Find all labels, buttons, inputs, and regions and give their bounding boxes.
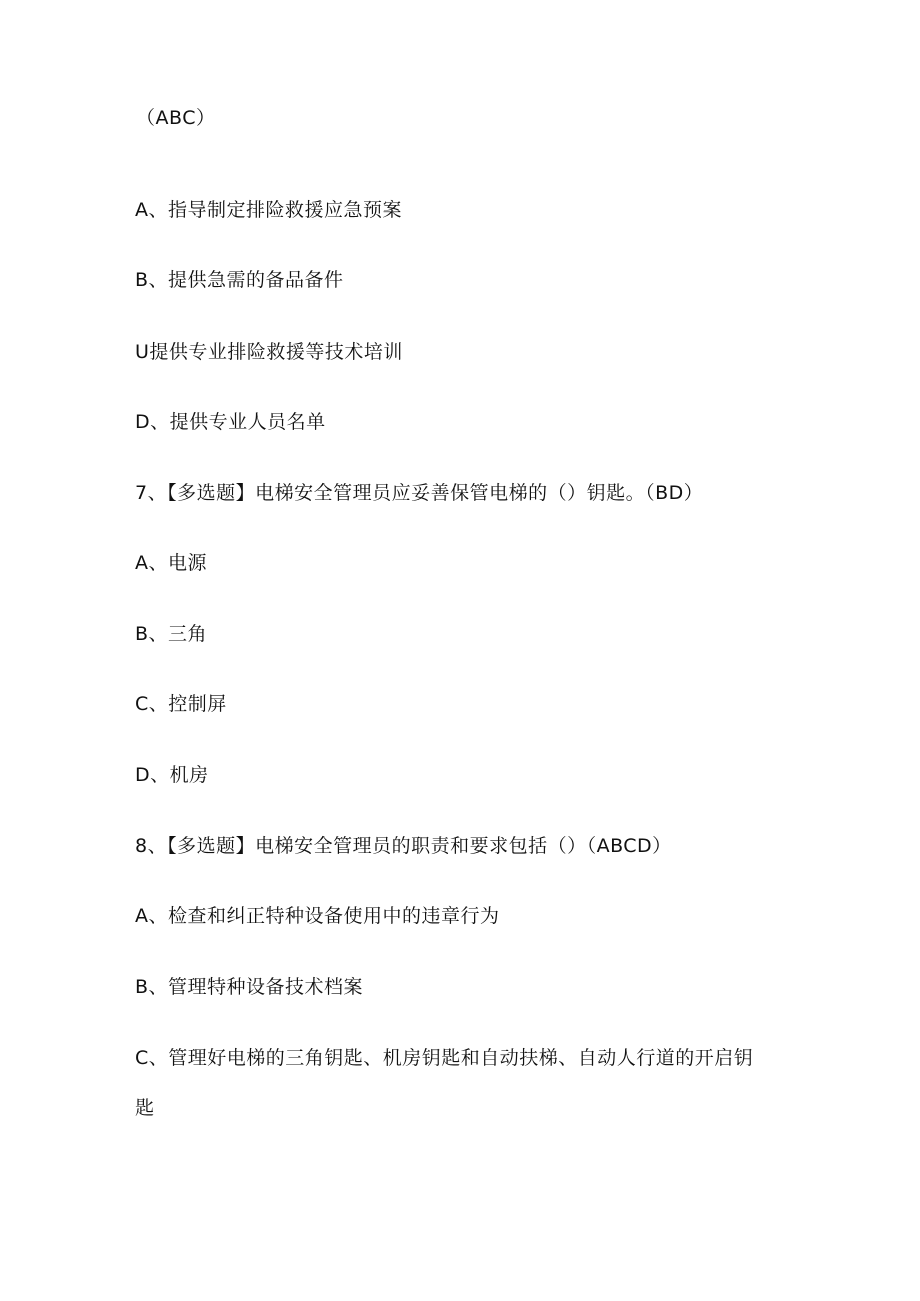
q7-option-c: C、控制屏	[135, 693, 227, 715]
q8-option-a: A、检查和纠正特种设备使用中的违章行为	[135, 905, 500, 927]
q7-option-d: D、机房	[135, 764, 209, 786]
option-a-text: A、指导制定排险救援应急预案	[135, 199, 402, 221]
q7-option-a: A、电源	[135, 552, 207, 574]
question-7: 7、【多选题】电梯安全管理员应妥善保管电梯的（）钥匙。（BD）	[135, 482, 704, 504]
q7-option-b: B、三角	[135, 623, 208, 645]
option-c-text: U提供专业排险救援等技术培训	[135, 341, 403, 363]
option-d-text: D、提供专业人员名单	[135, 411, 326, 433]
question-8: 8、【多选题】电梯安全管理员的职责和要求包括（）（ABCD）	[135, 835, 672, 857]
q8-option-c-continued: 匙	[135, 1097, 155, 1119]
option-b-text: B、提供急需的备品备件	[135, 269, 344, 291]
answer-abc: （ABC）	[136, 107, 216, 129]
q8-option-b: B、管理特种设备技术档案	[135, 976, 364, 998]
q8-option-c: C、管理好电梯的三角钥匙、机房钥匙和自动扶梯、自动人行道的开启钥	[135, 1047, 754, 1069]
